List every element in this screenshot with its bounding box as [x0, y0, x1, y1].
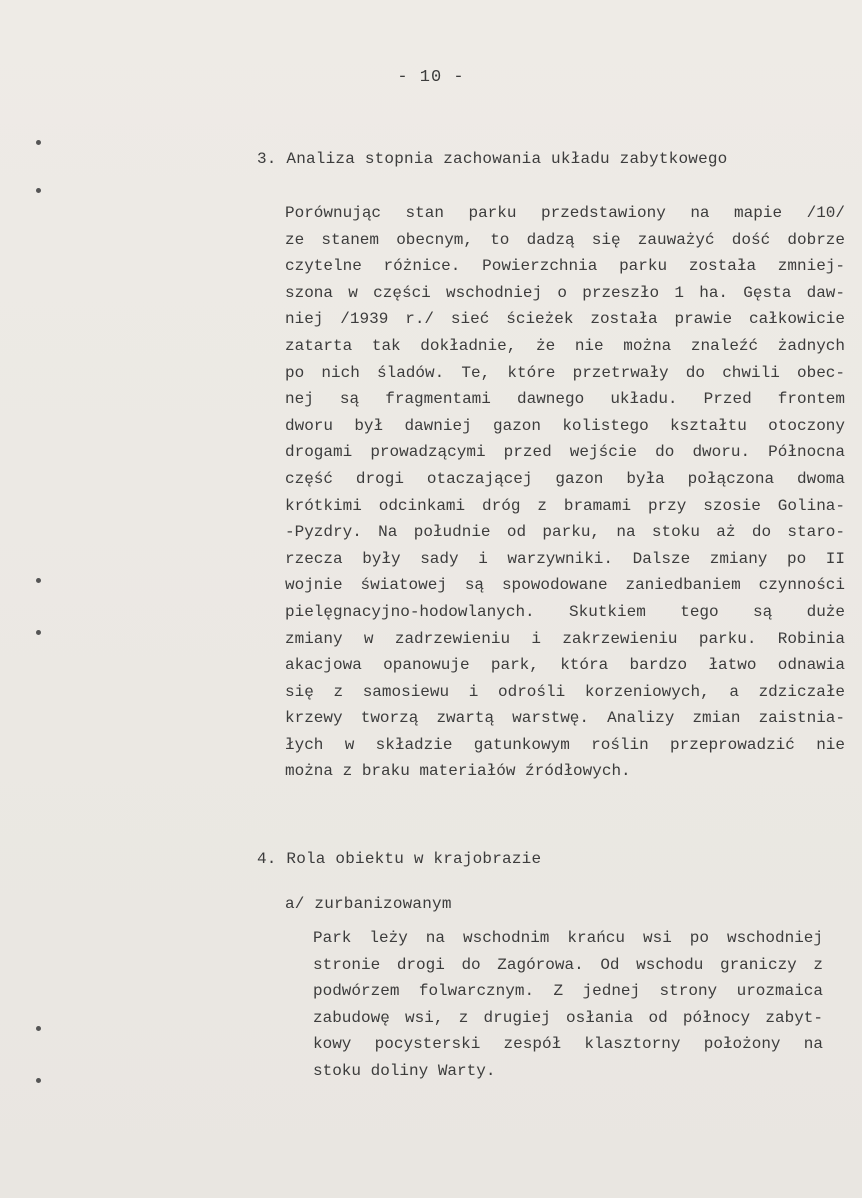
text-line: się z samosiewu i odrośli korzeniowych, a zdziczałe — [285, 682, 845, 701]
text-line: łych w składzie gatunkowym roślin przeprowadzić nie — [285, 735, 845, 754]
text-line: stoku doliny Warty. — [313, 1061, 496, 1080]
text-line: niej /1939 r./ sieć ścieżek została prawie całkowicie — [285, 310, 845, 329]
text-line: czytelne różnice. Powierzchnia parku została zmniej- — [285, 257, 845, 276]
text-line: akacjowa opanowuje park, która bardzo łatwo odnawia — [285, 656, 845, 675]
punch-mark — [36, 630, 41, 635]
text-line: zmiany w zadrzewieniu i zakrzewieniu parku. Robinia — [285, 629, 845, 648]
text-line: -Pyzdry. Na południe od parku, na stoku aż do staro- — [285, 523, 845, 542]
section-4-subheading: a/ zurbanizowanym — [285, 895, 452, 913]
text-line: krzewy tworzą zwartą warstwę. Analizy zmian zaistnia- — [285, 709, 845, 728]
text-line: podwórzem folwarcznym. Z jednej strony urozmaica — [313, 982, 823, 1001]
section-3-body — [285, 200, 845, 785]
text-line: pielęgnacyjno-hodowlanych. Skutkiem tego są duże — [285, 602, 845, 621]
section-3-heading: 3. Analiza stopnia zachowania układu zabytkowego — [257, 150, 728, 168]
text-line: po nich śladów. Te, które przetrwały do chwili obec- — [285, 363, 845, 382]
text-line: można z braku materiałów źródłowych. — [285, 762, 631, 781]
text-line: ze stanem obecnym, to dadzą się zauważyć dość dobrze — [285, 230, 845, 249]
text-line: krótkimi odcinkami dróg z bramami przy szosie Golina- — [285, 496, 845, 515]
text-line: rzecza były sady i warzywniki. Dalsze zmiany po II — [285, 549, 845, 568]
text-line: wojnie światowej są spowodowane zaniedbaniem czynności — [285, 576, 845, 595]
text-line: nej są fragmentami dawnego układu. Przed frontem — [285, 390, 845, 409]
text-line: Porównując stan parku przedstawiony na mapie /10/ — [285, 204, 845, 222]
text-line: zabudowę wsi, z drugiej osłania od północy zabyt- — [313, 1008, 823, 1027]
section-4-heading: 4. Rola obiektu w krajobrazie — [257, 850, 542, 868]
punch-mark — [36, 1078, 41, 1083]
text-line: stronie drogi do Zagórowa. Od wschodu graniczy z — [313, 955, 823, 974]
text-line: szona w części wschodniej o przeszło 1 ha. Gęsta daw- — [285, 283, 845, 302]
punch-mark — [36, 140, 41, 145]
text-line: część drogi otaczającej gazon była połączona dwoma — [285, 469, 845, 488]
text-line: kowy pocysterski zespół klasztorny położony na — [313, 1035, 823, 1054]
text-line: zatarta tak dokładnie, że nie można znaleźć żadnych — [285, 336, 845, 355]
text-line: dworu był dawniej gazon kolistego kształtu otoczony — [285, 416, 845, 435]
text-line: drogami prowadzącymi przed wejście do dworu. Północna — [285, 443, 845, 462]
punch-mark — [36, 1026, 41, 1031]
punch-mark — [36, 578, 41, 583]
text-line: Park leży na wschodnim krańcu wsi po wschodniej — [313, 929, 823, 947]
section-4-body — [313, 925, 823, 1085]
punch-mark — [36, 188, 41, 193]
page-number: - 10 - — [397, 68, 465, 87]
